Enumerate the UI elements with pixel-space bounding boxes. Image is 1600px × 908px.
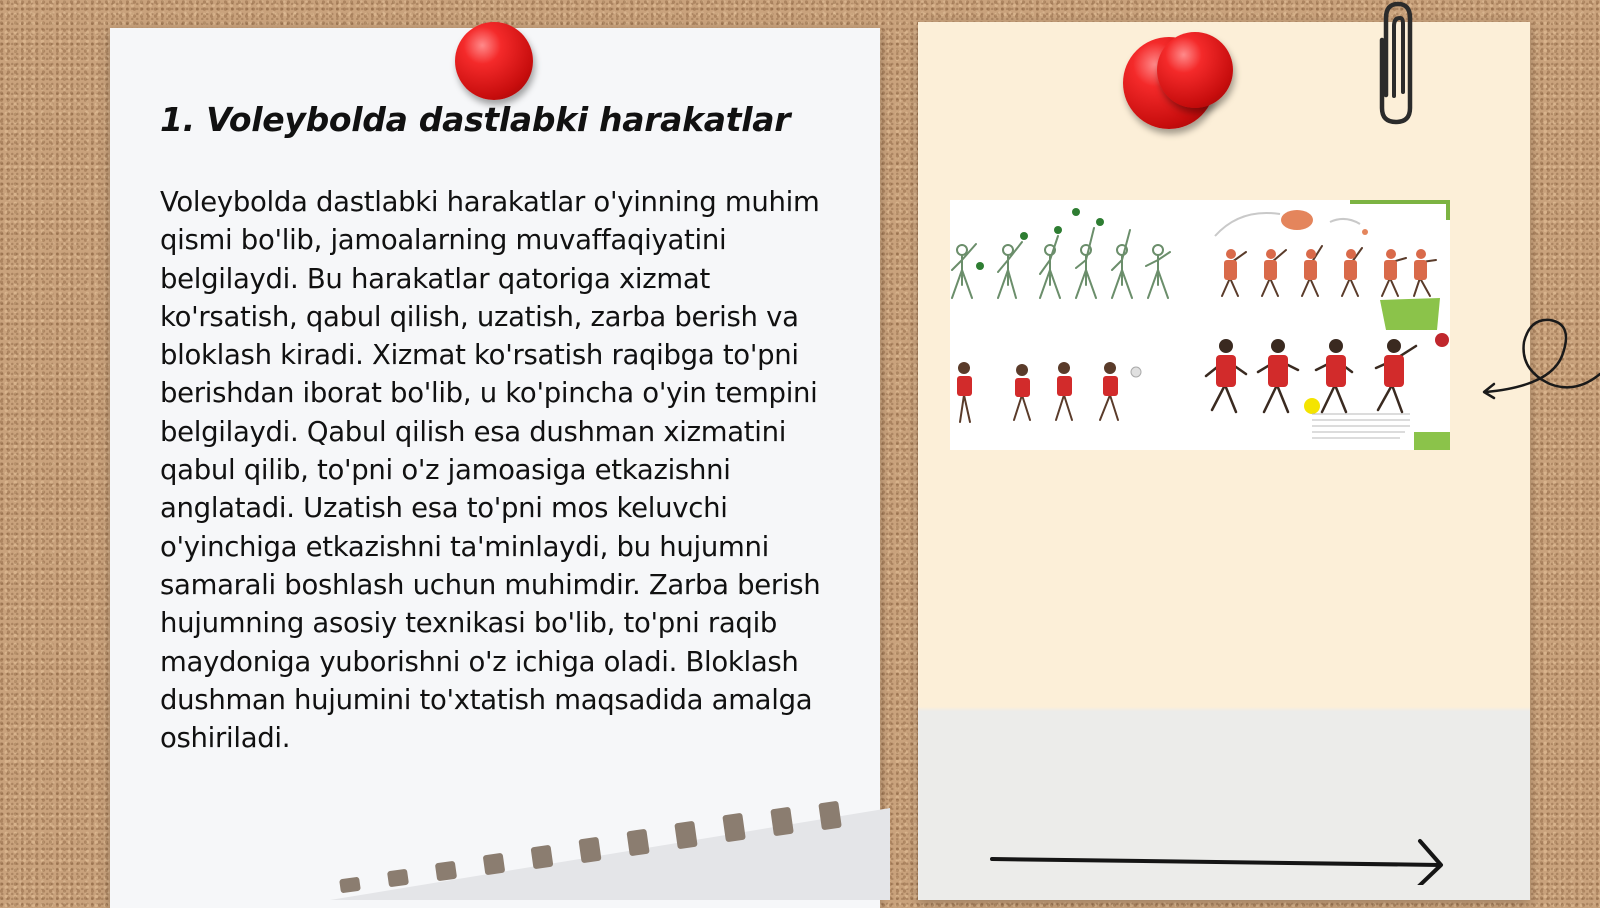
- paper-clip-icon: [1372, 0, 1420, 128]
- volleyball-figures-drawing: [950, 200, 1450, 450]
- arrow-right-icon: [980, 835, 1450, 885]
- volleyball-technique-illustration: [950, 200, 1450, 450]
- slide-title: 1. Voleybolda dastlabki harakatlar: [160, 100, 791, 139]
- push-pin-icon: [1157, 32, 1233, 108]
- slide-body-text: Voleybolda dastlabki harakatlar o'yinning muhim qismi bo'lib, jamoalarning muvaffaqiyatini belgilaydi. Bu harakatlar qatoriga xizmat ko'rsatish, qabul qilish, uzatish, zarba berish va bloklash kiradi. Xizmat ko'rsatish raqibga to'pni berishdan iborat bo'lib, u ko'pincha o'yin tempini belgilaydi. Qabul qilish esa dushman xizmatini qabul qilib, to'pni o'z jamoasiga etkazishni anglatadi. Uzatish esa to'pni mos keluvchi o'yinchiga etkazishni ta'minlaydi, bu hujumni samarali boshlash uchun muhimdir. Zarba berish hujumning asosiy texnikasi bo'lib, to'pni raqib maydoniga yuborishni o'z ichiga oladi. Bloklash dushman hujumini to'xtatish maqsadida amalga oshiriladi.: [160, 186, 821, 755]
- curly-arrow-icon: [1480, 312, 1600, 404]
- right-note-paper: [918, 22, 1530, 900]
- torn-notebook-edge: [330, 800, 890, 900]
- push-pin-icon: [455, 22, 533, 100]
